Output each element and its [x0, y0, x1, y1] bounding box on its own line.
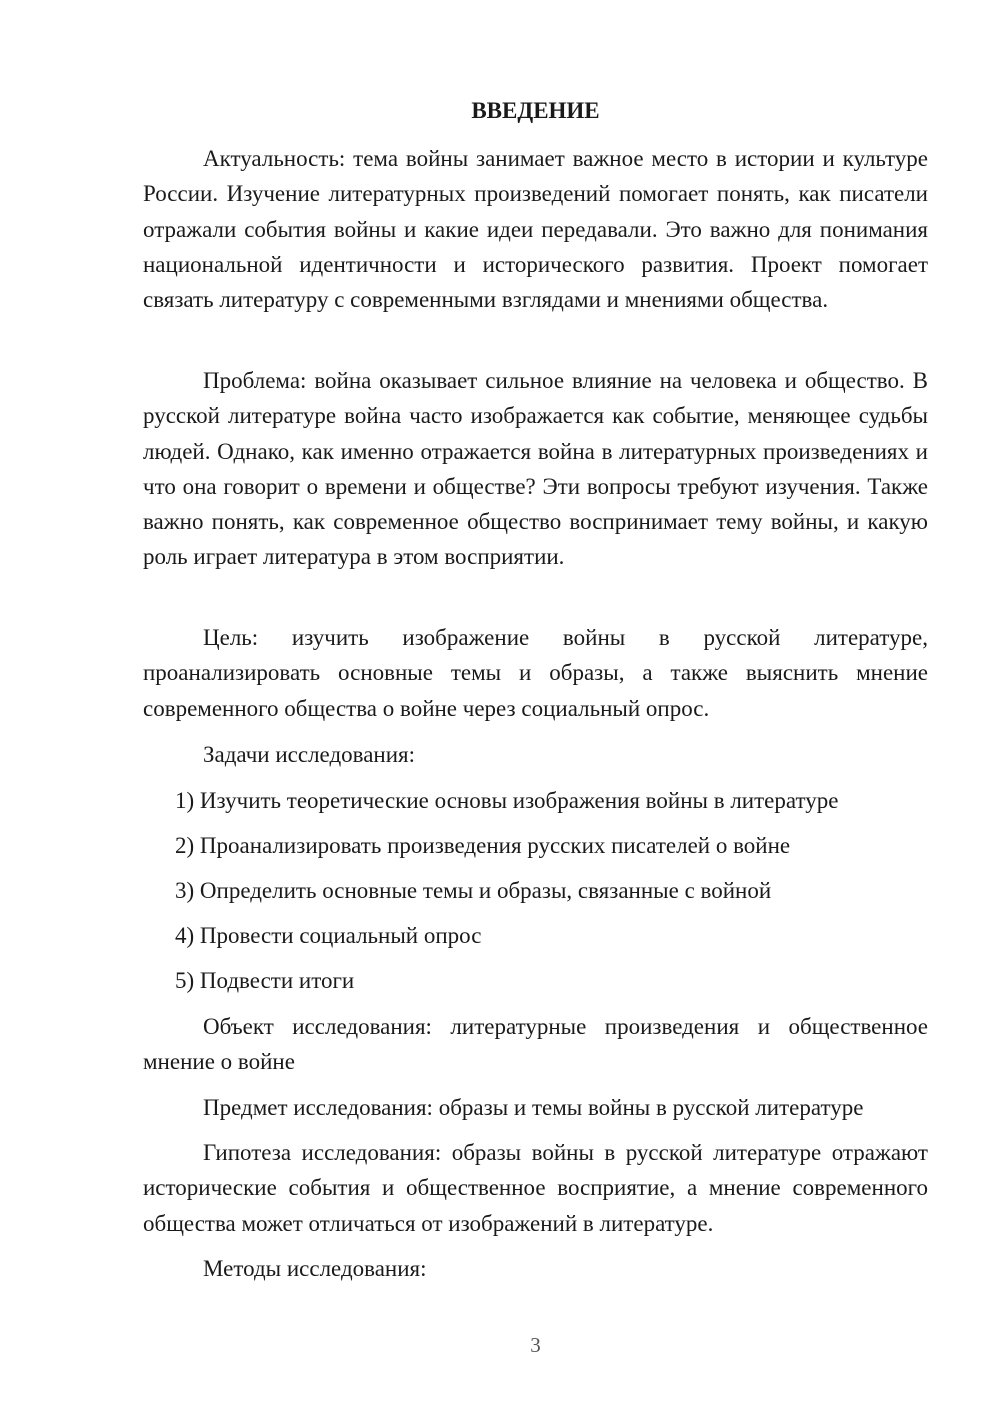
task-list-item: 2) Проанализировать произведения русских писателей о войне: [175, 833, 791, 858]
page-title: ВВЕДЕНИЕ: [471, 98, 600, 123]
subject-paragraph: Предмет исследования: образы и темы войны в русской литературе: [203, 1095, 864, 1120]
task-list-item: 1) Изучить теоретические основы изображения войны в литературе: [175, 788, 839, 813]
methods-heading: Методы исследования:: [203, 1256, 427, 1281]
problem-paragraph: Проблема: война оказывает сильное влияние на человека и общество. В русской литературе война часто изображается как событие, меняющее судьбы людей. Однако, как именно отражается война в литературных произведениях и что она говорит о времени и обществе? Эти вопросы требуют изучения. Также важно понять, как современное общество воспринимает тему войны, и какую роль играет литература в этом восприятии.: [143, 368, 928, 570]
task-list-item: 5) Подвести итоги: [175, 968, 355, 993]
task-list-item: 4) Провести социальный опрос: [175, 923, 482, 948]
tasks-heading: Задачи исследования:: [203, 742, 416, 767]
page-number: 3: [530, 1333, 541, 1357]
relevance-paragraph: Актуальность: тема войны занимает важное место в истории и культуре России. Изучение литературных произведений помогает понять, как писатели отражали события войны и какие идеи передавали. Это важно для понимания национальной идентичности и исторического развития. Проект помогает связать литературу с современными взглядами и мнениями общества.: [143, 146, 928, 313]
goal-paragraph: Цель: изучить изображение войны в русской литературе, проанализировать основные темы и образы, а также выяснить мнение современного общества о войне через социальный опрос.: [143, 625, 928, 721]
object-paragraph: Объект исследования: литературные произведения и общественное мнение о войне: [143, 1014, 928, 1075]
hypothesis-paragraph: Гипотеза исследования: образы войны в русской литературе отражают исторические события и общественное восприятие, а мнение современного общества может отличаться от изображений в литературе.: [143, 1140, 928, 1236]
task-list-item: 3) Определить основные темы и образы, связанные с войной: [175, 878, 772, 903]
